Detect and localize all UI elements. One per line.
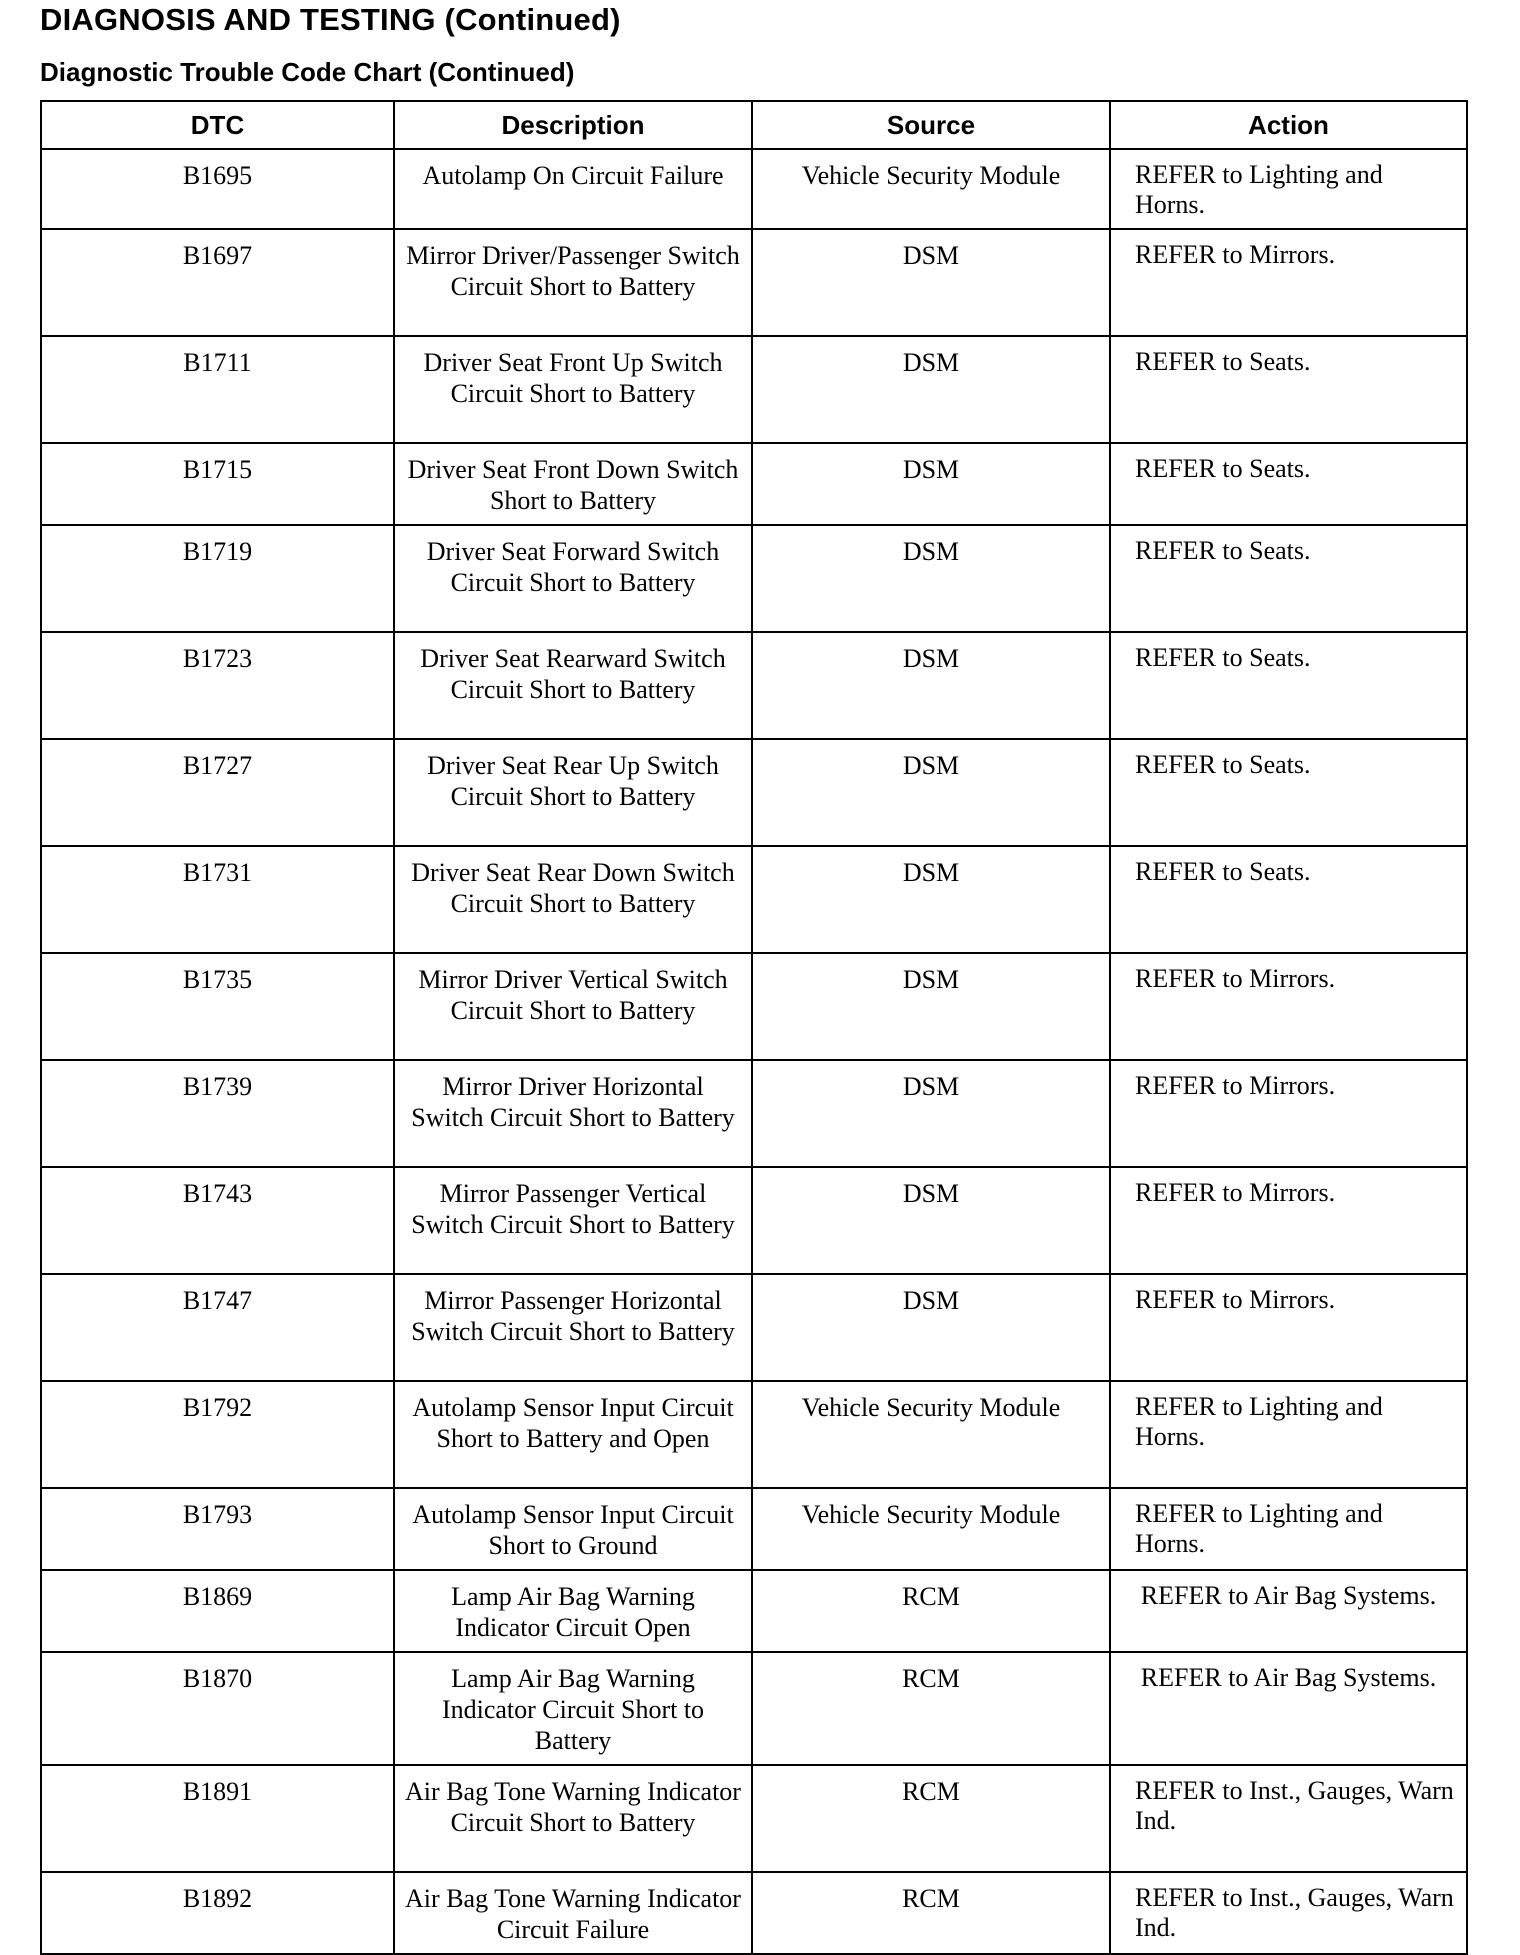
table-row [41, 739, 1467, 846]
dtc-cell: B1719 [41, 525, 394, 632]
table-row [41, 1652, 1467, 1765]
source-cell: DSM [752, 443, 1110, 525]
action-cell: REFER to Lighting and Horns. [1110, 1381, 1467, 1488]
dtc-cell: B1743 [41, 1167, 394, 1274]
table-row [41, 1274, 1467, 1381]
table-row [41, 1167, 1467, 1274]
dtc-cell: B1739 [41, 1060, 394, 1167]
description-cell: Mirror Passenger Horizontal Switch Circuit Short to Battery [394, 1274, 752, 1381]
source-cell: DSM [752, 1274, 1110, 1381]
dtc-cell: B1715 [41, 443, 394, 525]
action-cell: REFER to Seats. [1110, 336, 1467, 443]
description-cell: Autolamp Sensor Input Circuit Short to Battery and Open [394, 1381, 752, 1488]
description-cell: Lamp Air Bag Warning Indicator Circuit Open [394, 1570, 752, 1652]
table-row [41, 1381, 1467, 1488]
table-row [41, 149, 1467, 229]
table-row [41, 525, 1467, 632]
table-row [41, 1060, 1467, 1167]
action-cell: REFER to Seats. [1110, 846, 1467, 953]
action-cell: REFER to Seats. [1110, 632, 1467, 739]
source-cell: Vehicle Security Module [752, 1381, 1110, 1488]
source-cell: DSM [752, 1060, 1110, 1167]
description-cell: Driver Seat Front Down Switch Short to Battery [394, 443, 752, 525]
description-cell: Autolamp On Circuit Failure [394, 149, 752, 229]
dtc-cell: B1869 [41, 1570, 394, 1652]
source-cell: DSM [752, 632, 1110, 739]
description-cell: Driver Seat Forward Switch Circuit Short to Battery [394, 525, 752, 632]
description-cell: Driver Seat Rear Down Switch Circuit Short to Battery [394, 846, 752, 953]
description-cell: Air Bag Tone Warning Indicator Circuit Short to Battery [394, 1765, 752, 1872]
source-cell: DSM [752, 846, 1110, 953]
description-cell: Mirror Driver Horizontal Switch Circuit Short to Battery [394, 1060, 752, 1167]
description-cell: Driver Seat Front Up Switch Circuit Short to Battery [394, 336, 752, 443]
action-cell: REFER to Inst., Gauges, Warn Ind. [1110, 1872, 1467, 1954]
dtc-cell: B1793 [41, 1488, 394, 1570]
table-row [41, 443, 1467, 525]
table-row [41, 1570, 1467, 1652]
source-cell: DSM [752, 229, 1110, 336]
column-header-source: Source [752, 101, 1110, 149]
dtc-table [40, 100, 1468, 1955]
description-cell: Driver Seat Rear Up Switch Circuit Short to Battery [394, 739, 752, 846]
column-header-dtc: DTC [41, 101, 394, 149]
source-cell: RCM [752, 1765, 1110, 1872]
source-cell: Vehicle Security Module [752, 149, 1110, 229]
dtc-cell: B1731 [41, 846, 394, 953]
description-cell: Driver Seat Rearward Switch Circuit Short to Battery [394, 632, 752, 739]
action-cell: REFER to Inst., Gauges, Warn Ind. [1110, 1765, 1467, 1872]
dtc-cell: B1892 [41, 1872, 394, 1954]
action-cell: REFER to Seats. [1110, 443, 1467, 525]
description-cell: Air Bag Tone Warning Indicator Circuit Failure [394, 1872, 752, 1954]
source-cell: RCM [752, 1570, 1110, 1652]
action-cell: REFER to Mirrors. [1110, 229, 1467, 336]
action-cell: REFER to Mirrors. [1110, 1060, 1467, 1167]
action-cell: REFER to Air Bag Systems. [1110, 1570, 1467, 1652]
action-cell: REFER to Mirrors. [1110, 953, 1467, 1060]
source-cell: RCM [752, 1652, 1110, 1765]
description-cell: Autolamp Sensor Input Circuit Short to Ground [394, 1488, 752, 1570]
column-header-description: Description [394, 101, 752, 149]
dtc-cell: B1695 [41, 149, 394, 229]
dtc-cell: B1727 [41, 739, 394, 846]
source-cell: Vehicle Security Module [752, 1488, 1110, 1570]
dtc-cell: B1735 [41, 953, 394, 1060]
dtc-cell: B1723 [41, 632, 394, 739]
dtc-cell: B1747 [41, 1274, 394, 1381]
source-cell: DSM [752, 336, 1110, 443]
table-row [41, 1872, 1467, 1954]
description-cell: Mirror Driver Vertical Switch Circuit Short to Battery [394, 953, 752, 1060]
dtc-cell: B1697 [41, 229, 394, 336]
action-cell: REFER to Air Bag Systems. [1110, 1652, 1467, 1765]
source-cell: DSM [752, 1167, 1110, 1274]
source-cell: DSM [752, 525, 1110, 632]
table-row [41, 846, 1467, 953]
table-row [41, 953, 1467, 1060]
table-row [41, 1765, 1467, 1872]
source-cell: RCM [752, 1872, 1110, 1954]
page-title: DIAGNOSIS AND TESTING (Continued) [40, 2, 621, 37]
action-cell: REFER to Lighting and Horns. [1110, 1488, 1467, 1570]
table-row [41, 229, 1467, 336]
source-cell: DSM [752, 953, 1110, 1060]
dtc-cell: B1711 [41, 336, 394, 443]
action-cell: REFER to Seats. [1110, 739, 1467, 846]
action-cell: REFER to Seats. [1110, 525, 1467, 632]
table-header-row [41, 101, 1467, 149]
description-cell: Lamp Air Bag Warning Indicator Circuit Short to Battery [394, 1652, 752, 1765]
column-header-action: Action [1110, 101, 1467, 149]
description-cell: Mirror Driver/Passenger Switch Circuit Short to Battery [394, 229, 752, 336]
dtc-cell: B1891 [41, 1765, 394, 1872]
table-row [41, 336, 1467, 443]
source-cell: DSM [752, 739, 1110, 846]
action-cell: REFER to Mirrors. [1110, 1274, 1467, 1381]
chart-title: Diagnostic Trouble Code Chart (Continued) [40, 57, 575, 87]
table-row [41, 1488, 1467, 1570]
dtc-cell: B1870 [41, 1652, 394, 1765]
dtc-cell: B1792 [41, 1381, 394, 1488]
table-row [41, 632, 1467, 739]
action-cell: REFER to Lighting and Horns. [1110, 149, 1467, 229]
description-cell: Mirror Passenger Vertical Switch Circuit Short to Battery [394, 1167, 752, 1274]
action-cell: REFER to Mirrors. [1110, 1167, 1467, 1274]
